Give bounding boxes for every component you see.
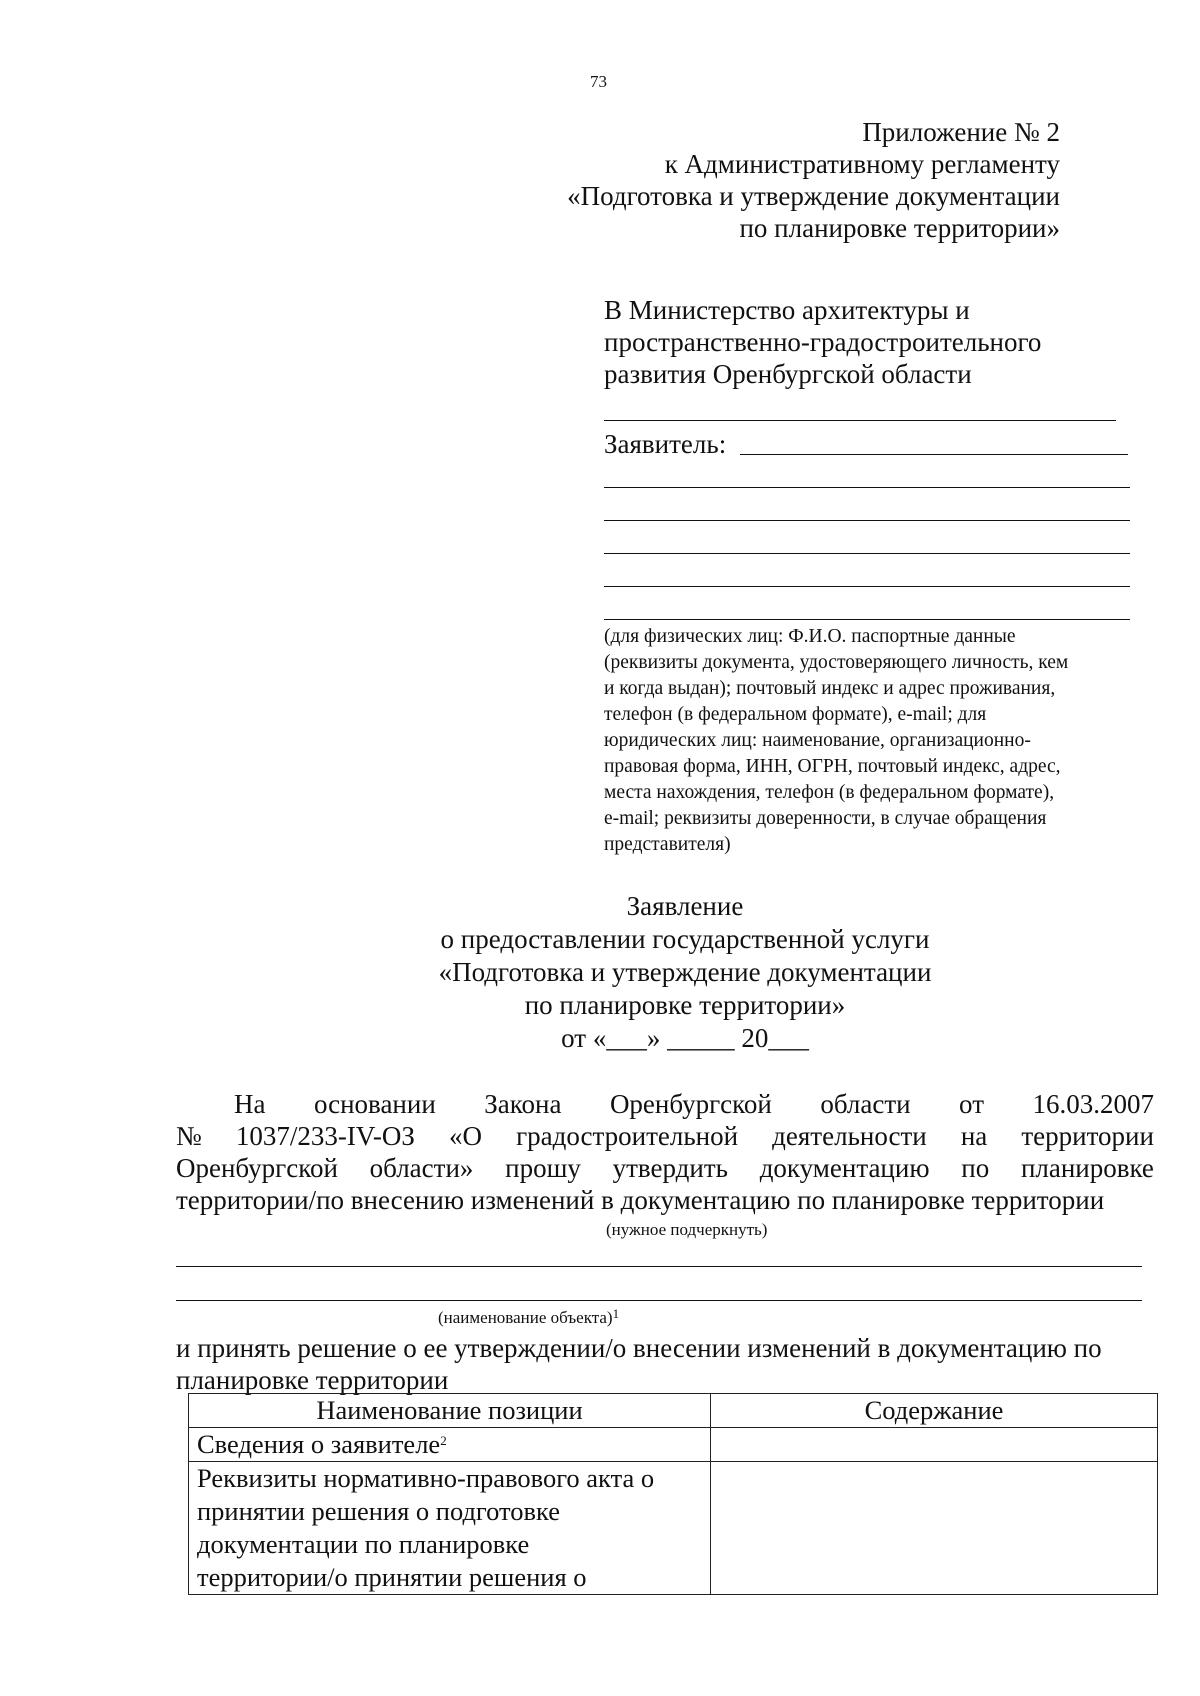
footnote-mark: 2 [440, 1433, 447, 1448]
applicant-blank-line-3 [604, 553, 1130, 554]
body-word: Оренбургской [176, 1153, 338, 1183]
row-act-line: территории/о принятии решения о [197, 1562, 587, 1592]
body-word: области [820, 1089, 911, 1119]
appendix-line-1: Приложение № 2 [862, 117, 1060, 147]
table-header-row [189, 1394, 1158, 1428]
appendix-line-3: «Подготовка и утверждение документации [567, 181, 1060, 211]
applicant-input-line [740, 454, 1128, 455]
decision-line-2: планировке территории [176, 1365, 449, 1395]
body-word: прошу [505, 1153, 581, 1183]
decision-line-1: и принять решение о ее утверждении/о внесении изменений в документацию по [176, 1333, 1102, 1363]
blank-line [604, 420, 1116, 421]
page-number: 73 [590, 72, 607, 91]
applicant-hint-7: места нахождения, телефон (в федеральном формате), [604, 782, 1055, 803]
applicant-hint-6: правовая форма, ИНН, ОГРН, почтовый индекс, адрес, [604, 756, 1061, 777]
applicant-blank-line-5 [604, 619, 1130, 620]
title-line-1: Заявление [626, 891, 744, 921]
body-word: градостроительной [516, 1121, 739, 1151]
addressee-line-3: развития Оренбургской области [604, 359, 972, 389]
row-act-line: Реквизиты нормативно-правового акта о [197, 1463, 655, 1493]
row-act-line: принятии решения о подготовке [197, 1496, 561, 1526]
applicant-hint-8: e-mail; реквизиты доверенности, в случае обращения [604, 808, 1047, 829]
applicant-hint-3: и когда выдан); почтовый индекс и адрес проживания, [604, 678, 1056, 699]
object-blank-line-2 [176, 1300, 1142, 1301]
object-hint [438, 1308, 619, 1328]
body-word: Оренбургской [609, 1089, 772, 1119]
header-position: Наименование позиции [189, 1394, 711, 1428]
row-act-details [189, 1462, 711, 1595]
body-word: 16.03.2007 [1032, 1089, 1154, 1119]
body-word: 1037/233-IV-ОЗ [235, 1121, 415, 1151]
body-word: планировке [1020, 1153, 1154, 1183]
body-word: деятельности [772, 1121, 927, 1151]
applicant-label: Заявитель: [604, 429, 727, 459]
applicant-blank-line-4 [604, 586, 1130, 587]
row-act-content[interactable] [711, 1462, 1158, 1595]
applicant-hint-4: телефон (в федеральном формате), e-mail; для [604, 704, 987, 725]
applicant-hint-2: (реквизиты документа, удостоверяющего личность, кем [604, 652, 1069, 673]
body-word: территории [1021, 1121, 1154, 1151]
body-word: области» [369, 1153, 474, 1183]
object-blank-line-1 [176, 1266, 1142, 1267]
underline-hint: (нужное подчеркнуть) [606, 1220, 768, 1239]
applicant-hint-9: представителя) [604, 834, 731, 855]
title-date-line: от «___» _____ 20___ [561, 1023, 809, 1053]
body-word: документацию [759, 1153, 930, 1183]
object-hint-text: (наименование объекта) [438, 1308, 613, 1327]
body-word: № [176, 1121, 202, 1151]
row-applicant-info [189, 1428, 711, 1462]
title-line-4: по планировке территории» [524, 990, 846, 1020]
title-line-3: «Подготовка и утверждение документации [438, 957, 932, 987]
body-word: от [959, 1089, 984, 1119]
table-row [189, 1428, 1158, 1462]
body-line-4: территории/по внесению изменений в документацию по планировке территории [176, 1185, 1105, 1215]
body-word: Закона [484, 1089, 562, 1119]
body-line-3 [176, 1152, 1154, 1184]
applicant-hint-1: (для физических лиц: Ф.И.О. паспортные данные [604, 626, 1016, 647]
body-word: основании [313, 1089, 436, 1119]
title-line-2: о предоставлении государственной услуги [440, 924, 930, 954]
row-applicant-label: Сведения о заявителе [197, 1429, 441, 1459]
positions-table [188, 1393, 1158, 1595]
table-row [189, 1462, 1158, 1595]
footnote-mark: 1 [612, 1306, 620, 1321]
applicant-blank-line-1 [604, 487, 1130, 488]
body-word: На [234, 1089, 266, 1119]
addressee-line-1: В Министерство архитектуры и [604, 295, 970, 325]
applicant-hint-5: юридических лиц: наименование, организационно- [604, 730, 1031, 751]
body-word: «О [448, 1121, 482, 1151]
body-line-2 [176, 1120, 1154, 1152]
body-word: на [960, 1121, 988, 1151]
row-applicant-content[interactable] [711, 1428, 1158, 1462]
appendix-line-4: по планировке территории» [739, 213, 1060, 243]
body-line-1 [176, 1088, 1154, 1120]
body-word: утвердить [612, 1153, 728, 1183]
appendix-line-2: к Административному регламенту [664, 149, 1060, 179]
applicant-blank-line-2 [604, 520, 1130, 521]
addressee-line-2: пространственно-градостроительного [604, 327, 1042, 357]
row-act-line: документации по планировке [197, 1529, 530, 1559]
header-content: Содержание [711, 1394, 1158, 1428]
body-word: по [961, 1153, 990, 1183]
